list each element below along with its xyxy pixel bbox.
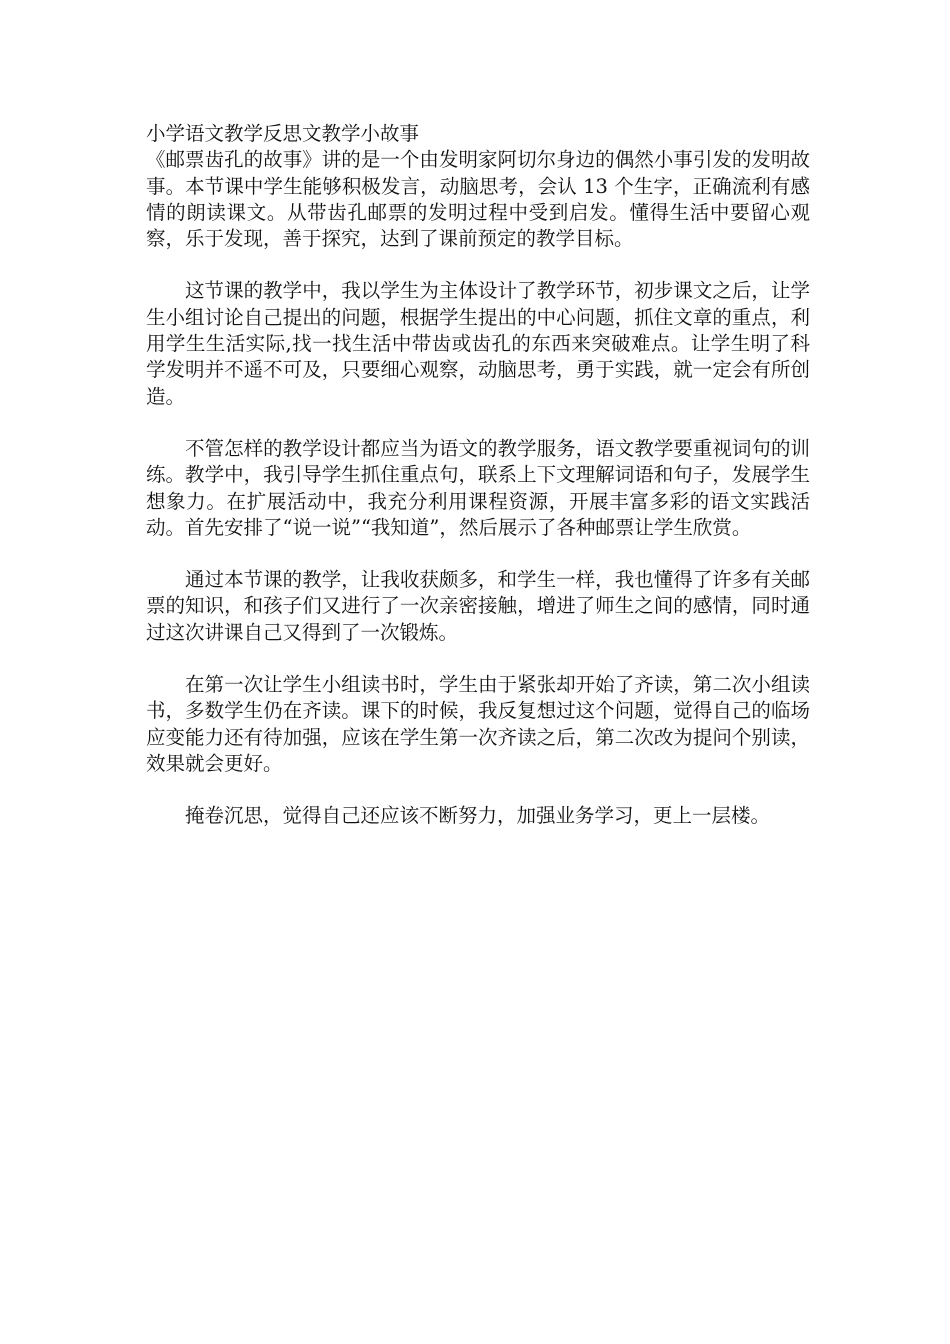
paragraph-gains: 通过本节课的教学，让我收获颇多，和学生一样，我也懂得了许多有关邮票的知识，和孩子们又进行了一次亲密接触，增进了师生之间的感情，同时通过这次讲课自己又得到了一次锻炼。	[146, 568, 810, 644]
document-title: 小学语文教学反思文教学小故事	[146, 122, 420, 145]
paragraph-reflection: 在第一次让学生小组读书时，学生由于紧张却开始了齐读，第二次小组读书，多数学生仍在齐读。课下的时候，我反复想过这个问题，觉得自己的临场应变能力还有待加强，应该在学生第一次齐读之后，第二次改为提问个别读，效果就会更好。	[146, 673, 810, 775]
paragraph-conclusion: 掩卷沉思，觉得自己还应该不断努力，加强业务学习，更上一层楼。	[185, 804, 771, 828]
paragraph-intro: 《邮票齿孔的故事》讲的是一个由发明家阿切尔身边的偶然小事引发的发明故事。本节课中学生能够积极发言，动脑思考，会认 13 个生字，正确流利有感情的朗读课文。从带齿孔邮票的发明过程中受到启发。懂得生活中要留心观察，乐于发现，善于探究，达到了课前预定的教学目标。	[146, 148, 810, 251]
document-body	[146, 121, 810, 856]
paragraph-teaching-design: 这节课的教学中，我以学生为主体设计了教学环节，初步课文之后，让学生小组讨论自己提出的问题，根据学生提出的中心问题，抓住文章的重点，利用学生生活实际,找一找生活中带齿或齿孔的东西来突破难点。让学生明了科学发明并不遥不可及，只要细心观察，动脑思考，勇于实践，就一定会有所创造。	[146, 279, 810, 408]
paragraph-language-training: 不管怎样的教学设计都应当为语文的教学服务，语文教学要重视词句的训练。教学中，我引导学生抓住重点句，联系上下文理解词语和句子，发展学生想象力。在扩展活动中，我充分利用课程资源，开展丰富多彩的语文实践活动。首先安排了“说一说”“我知道”，然后展示了各种邮票让学生欣赏。	[146, 436, 810, 539]
